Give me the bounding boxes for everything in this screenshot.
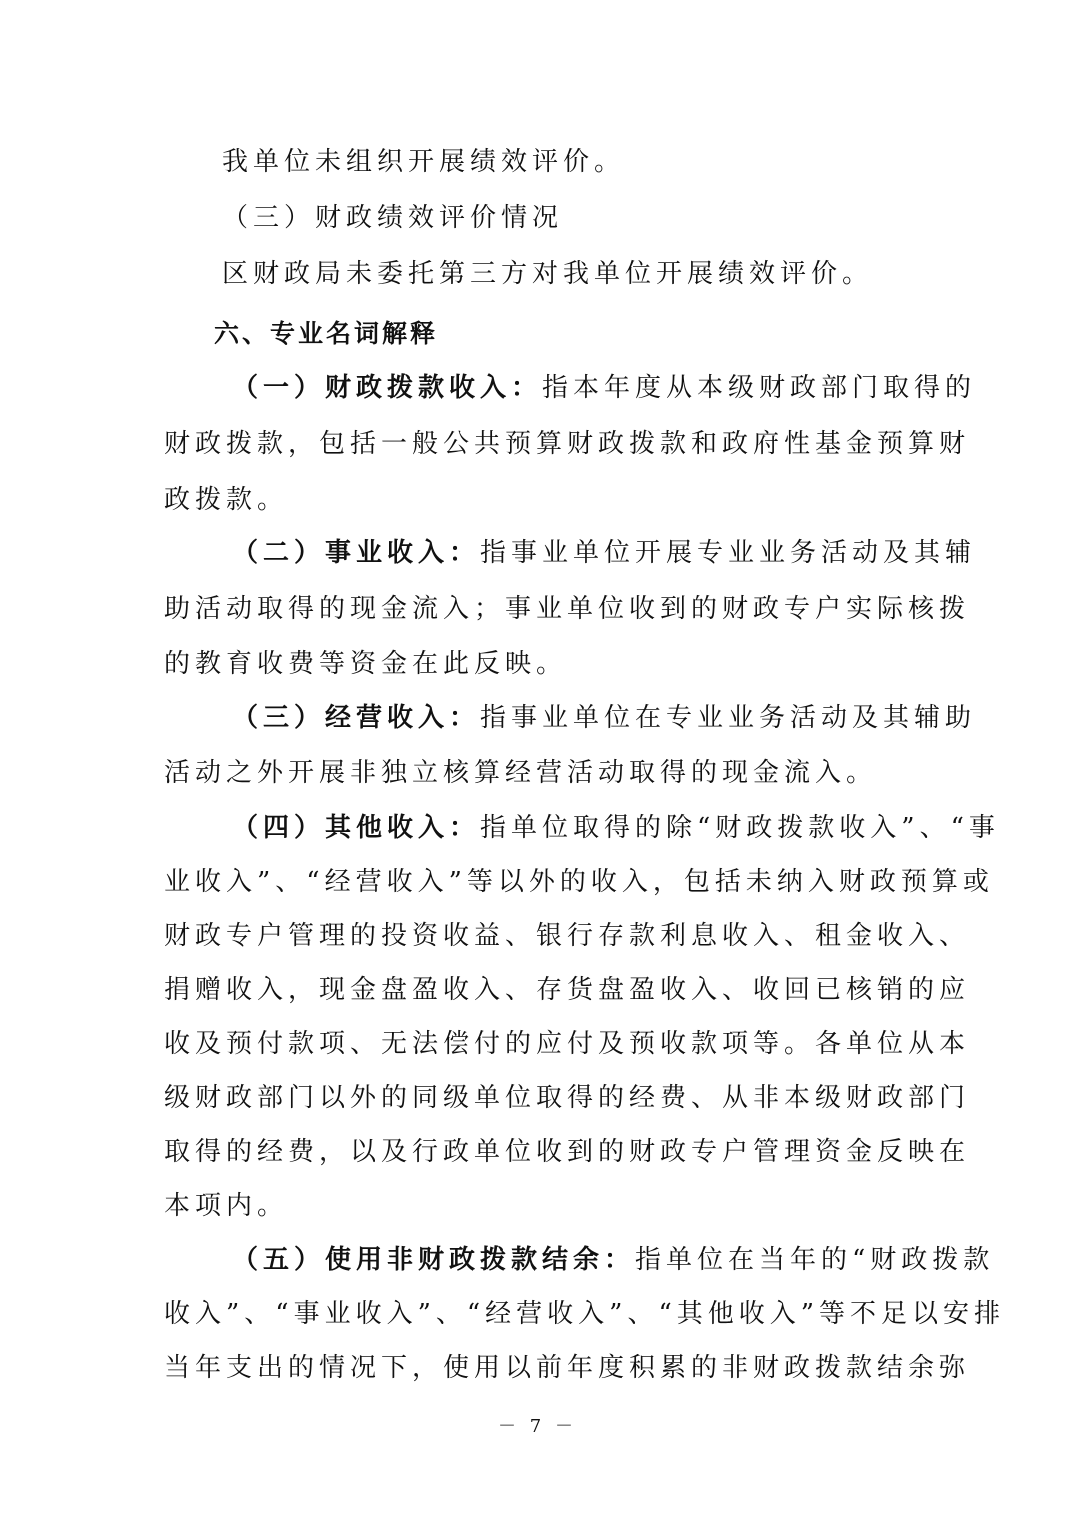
term-definition: 指单位取得的除“财政拨款收入”、“事 xyxy=(480,813,1000,843)
text-line: 捐赠收入，现金盘盈收入、存货盘盈收入、收回已核销的应 xyxy=(164,975,971,1005)
term-label: （四）其他收入： xyxy=(232,813,481,843)
text-line: 活动之外开展非独立核算经营活动取得的现金流入。 xyxy=(164,758,878,788)
text-line: 的教育收费等资金在此反映。 xyxy=(164,649,568,679)
term-label: （二）事业收入： xyxy=(232,538,481,568)
text-line: 财政拨款，包括一般公共预算财政拨款和政府性基金预算财 xyxy=(164,429,971,459)
text-line: 财政专户管理的投资收益、银行存款利息收入、租金收入、 xyxy=(164,921,971,951)
section-heading-terms: 六、专业名词解释 xyxy=(214,319,439,348)
text-line: 收及预付款项、无法偿付的应付及预收款项等。各单位从本 xyxy=(164,1029,971,1059)
text-line: 业收入”、“经营收入”等以外的收入，包括未纳入财政预算或 xyxy=(164,867,994,897)
term-label: （一）财政拨款收入： xyxy=(232,373,543,403)
term-line xyxy=(232,1244,994,1276)
text-line: 收入”、“事业收入”、“经营收入”、“其他收入”等不足以安排 xyxy=(164,1299,1006,1329)
term-line xyxy=(232,812,1000,844)
term-label: （三）经营收入： xyxy=(232,703,481,733)
term-line xyxy=(232,372,976,404)
term-definition: 指本年度从本级财政部门取得的 xyxy=(542,373,977,403)
term-label: （五）使用非财政拨款结余： xyxy=(232,1245,636,1275)
text-line: 政拨款。 xyxy=(164,485,289,515)
subheading-performance-evaluation: （三）财政绩效评价情况 xyxy=(222,203,564,233)
term-definition: 指事业单位在专业业务活动及其辅助 xyxy=(480,703,977,733)
text-line: 当年支出的情况下，使用以前年度积累的非财政拨款结余弥 xyxy=(164,1353,971,1383)
text-line: 取得的经费，以及行政单位收到的财政专户管理资金反映在 xyxy=(164,1137,971,1167)
term-line xyxy=(232,702,976,734)
text-line: 级财政部门以外的同级单位取得的经费、从非本级财政部门 xyxy=(164,1083,971,1113)
term-definition: 指事业单位开展专业业务活动及其辅 xyxy=(480,538,977,568)
page-number: － 7 － xyxy=(498,1416,577,1437)
text-line: 区财政局未委托第三方对我单位开展绩效评价。 xyxy=(222,259,874,289)
text-line: 助活动取得的现金流入；事业单位收到的财政专户实际核拨 xyxy=(164,594,971,624)
term-definition: 指单位在当年的“财政拨款 xyxy=(635,1245,995,1275)
term-line xyxy=(232,537,976,569)
text-line: 本项内。 xyxy=(164,1191,289,1221)
text-line: 我单位未组织开展绩效评价。 xyxy=(222,147,626,177)
